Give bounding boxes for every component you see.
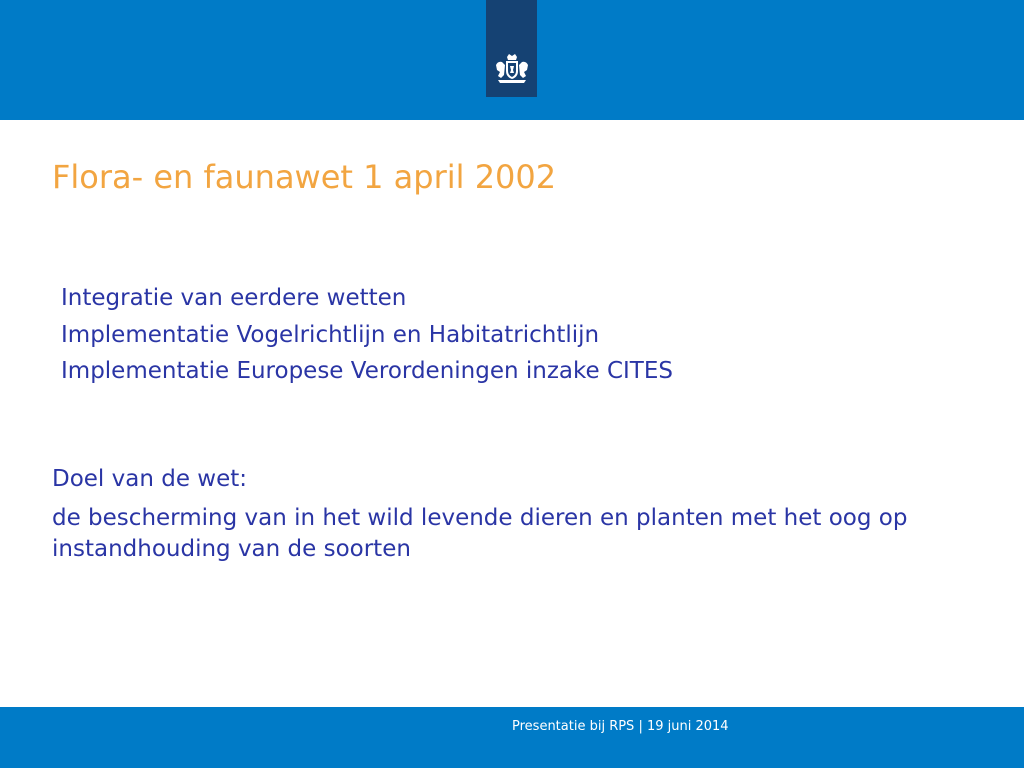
bullet-list (61, 280, 673, 390)
list-item: Implementatie Vogelrichtlijn en Habitatrichtlijn (61, 321, 600, 348)
goal-heading: Doel van de wet: (52, 466, 248, 492)
slide-title: Flora- en faunawet 1 april 2002 (52, 158, 557, 196)
header-band (0, 0, 1024, 120)
dutch-coat-of-arms-icon (492, 51, 532, 85)
goal-text: de bescherming van in het wild levende dieren en planten met het oog op instandhouding van de soorten (52, 505, 908, 562)
list-item: Integratie van eerdere wetten (61, 285, 407, 311)
footer-text: Presentatie bij RPS | 19 juni 2014 (512, 719, 729, 734)
government-emblem (486, 0, 537, 97)
footer-band (0, 707, 1024, 768)
list-item: Implementatie Europese Verordeningen inzake CITES (61, 358, 673, 384)
